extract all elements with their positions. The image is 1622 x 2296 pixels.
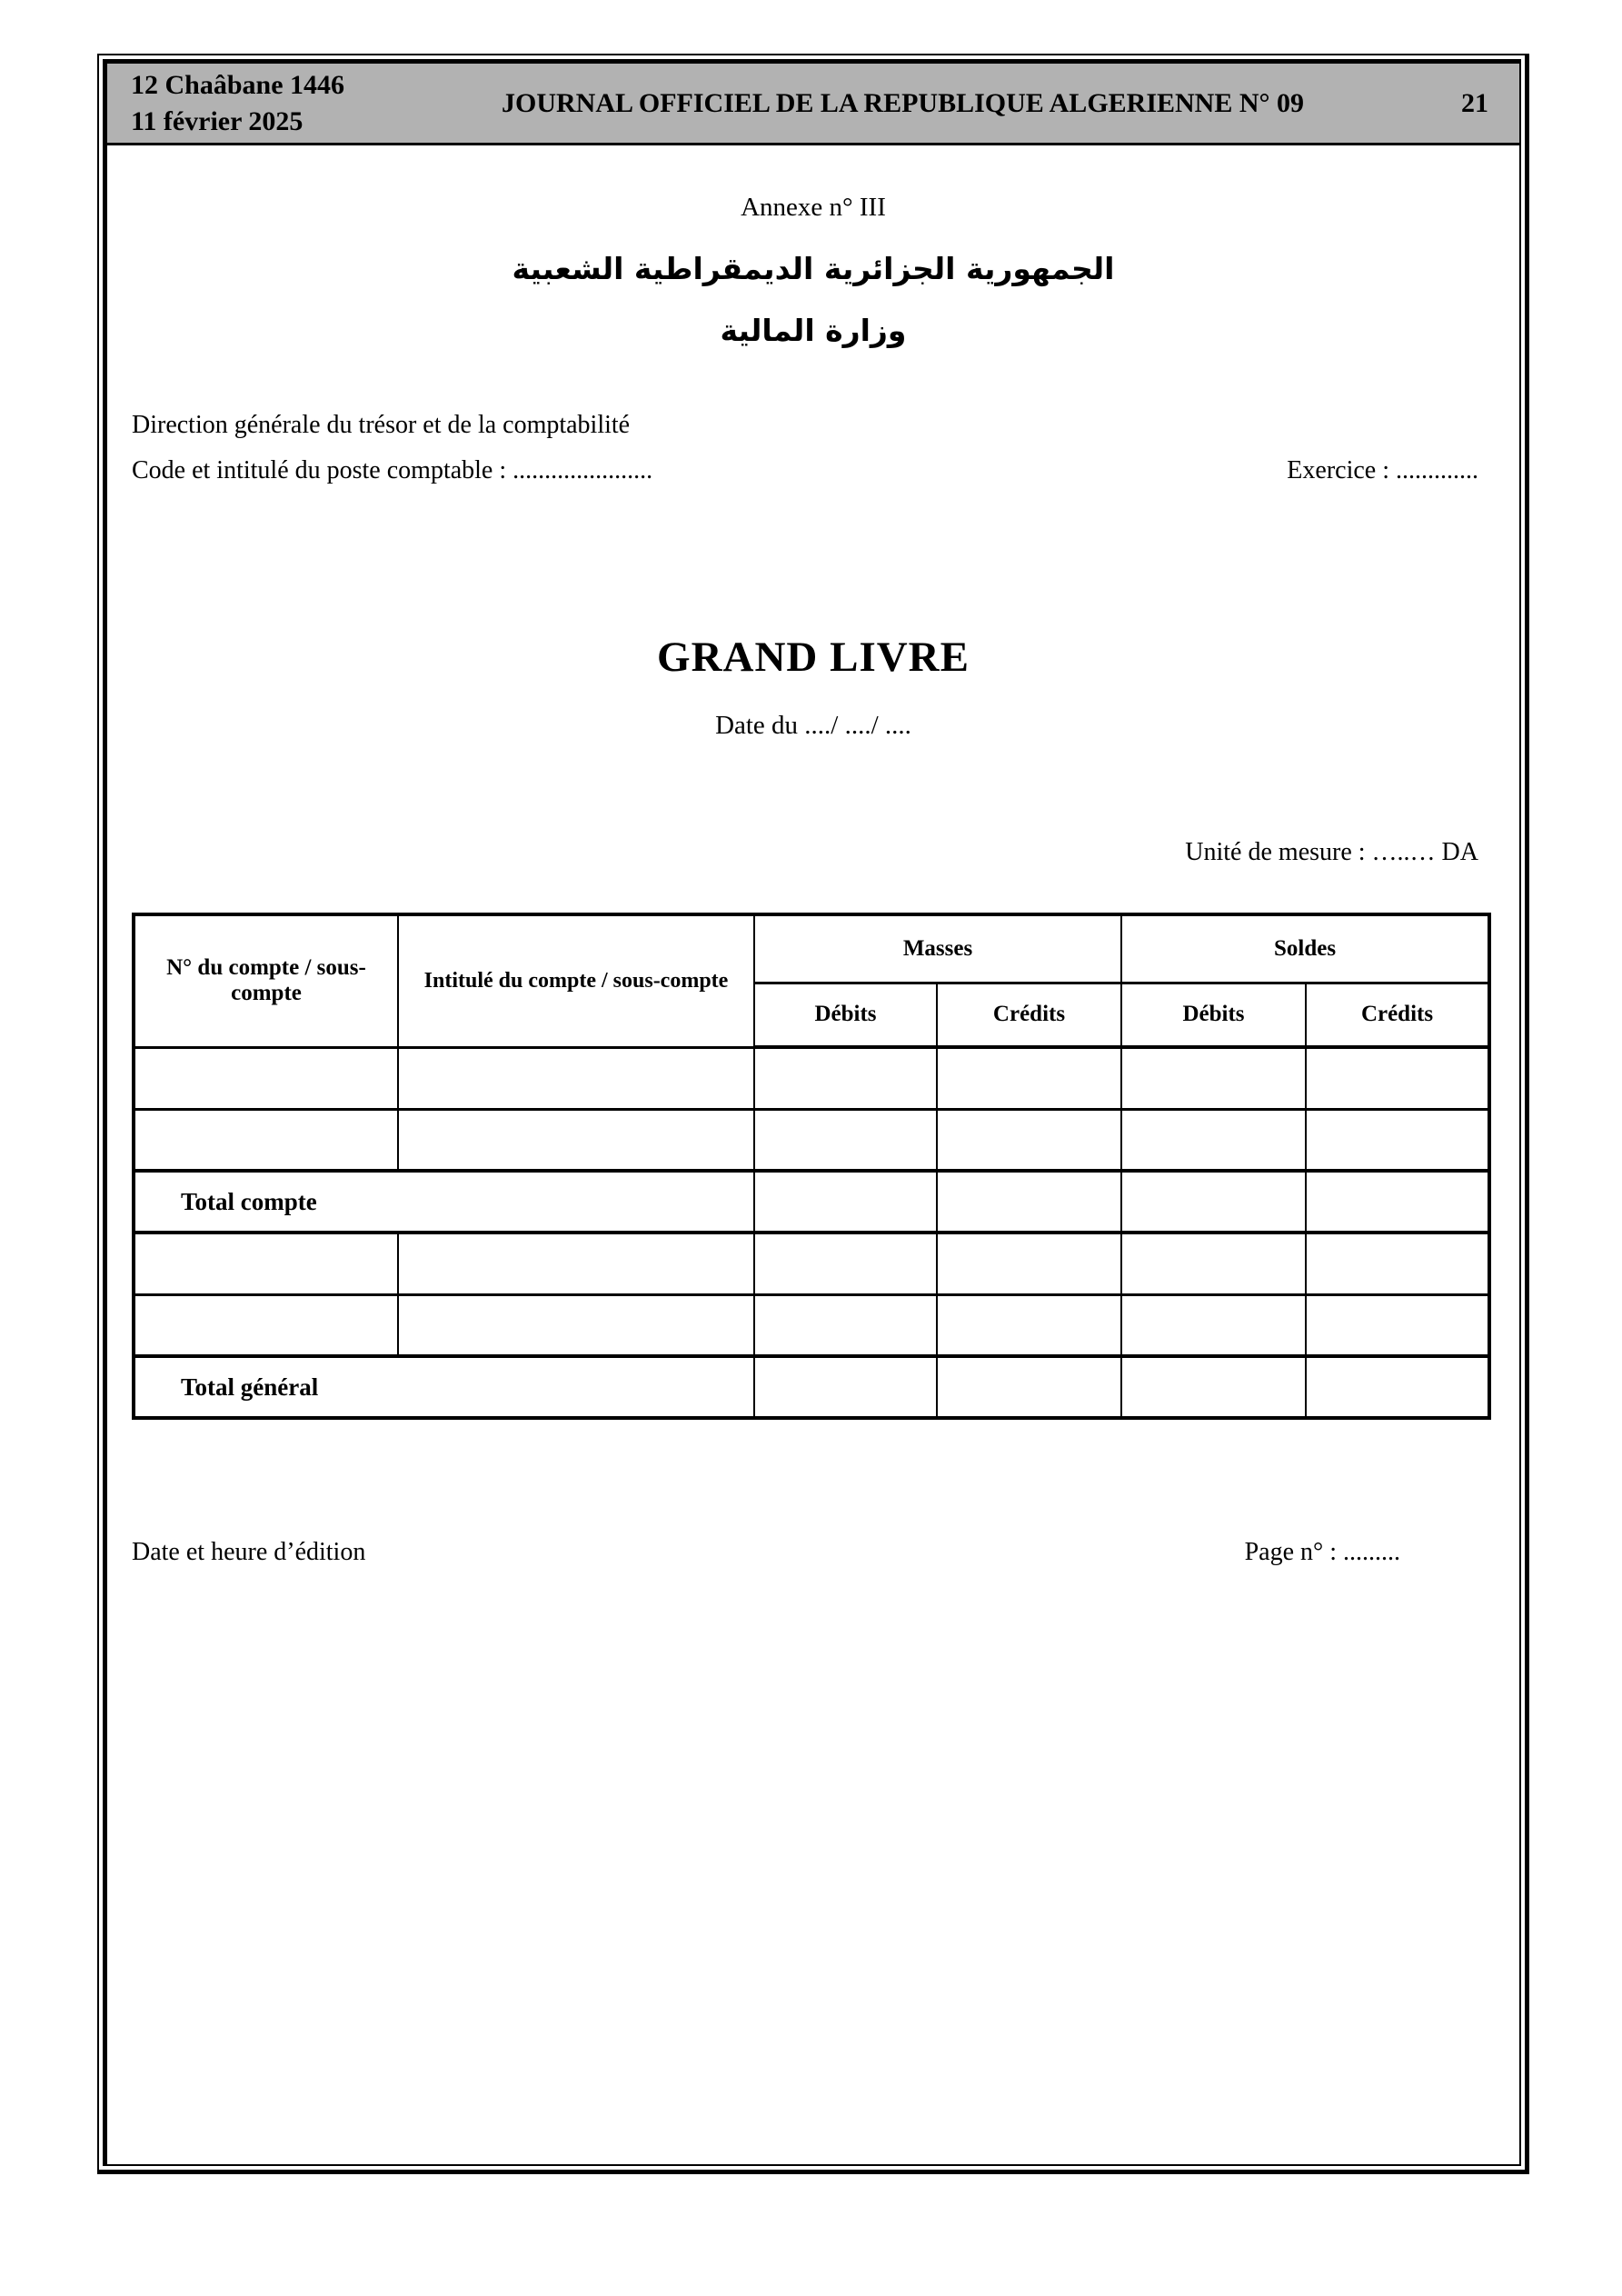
table-row-empty <box>134 1109 1489 1171</box>
annexe-label: Annexe n° III <box>741 193 886 222</box>
empty-cell <box>1306 1109 1489 1171</box>
ministry-name-arabic: وزارة المالية <box>720 313 907 348</box>
empty-cell <box>398 1233 754 1294</box>
col-group-soldes: Soldes <box>1121 914 1489 983</box>
empty-cell <box>398 1047 754 1109</box>
col-header-soldes-credits: Crédits <box>1306 983 1489 1047</box>
grand-livre-table <box>132 913 1491 1420</box>
table-row-total-compte <box>134 1171 1489 1233</box>
masthead-dates <box>107 67 344 139</box>
empty-cell <box>937 1356 1121 1418</box>
empty-cell <box>1121 1233 1306 1294</box>
empty-cell <box>398 1109 754 1171</box>
table-row-total-general <box>134 1356 1489 1418</box>
empty-cell <box>134 1294 398 1356</box>
table-row-empty <box>134 1294 1489 1356</box>
exercice-field: Exercice : ............. <box>1287 456 1478 484</box>
total-general-label: Total général <box>134 1356 754 1418</box>
edition-date-label: Date et heure d’édition <box>132 1538 366 1566</box>
empty-cell <box>754 1294 937 1356</box>
page-content <box>107 145 1519 2164</box>
empty-cell <box>1121 1047 1306 1109</box>
table-row-empty <box>134 1233 1489 1294</box>
date-gregorian: 11 février 2025 <box>131 105 304 136</box>
masthead <box>107 64 1519 145</box>
empty-cell <box>134 1109 398 1171</box>
page-frame-inner <box>103 59 1521 2166</box>
empty-cell <box>937 1047 1121 1109</box>
republic-name-arabic: الجمهورية الجزائرية الديمقراطية الشعبية <box>512 251 1115 286</box>
page-frame <box>97 54 1529 2174</box>
empty-cell <box>754 1109 937 1171</box>
document-title: GRAND LIVRE <box>657 634 970 681</box>
empty-cell <box>134 1233 398 1294</box>
accounting-post-field: Code et intitulé du poste comptable : ...................... <box>132 456 653 484</box>
col-header-soldes-debits: Débits <box>1121 983 1306 1047</box>
date-hijri: 12 Chaâbane 1446 <box>131 69 345 100</box>
empty-cell <box>1121 1294 1306 1356</box>
empty-cell <box>754 1233 937 1294</box>
empty-cell <box>937 1109 1121 1171</box>
masthead-page-number: 21 <box>1461 87 1488 118</box>
journal-title: JOURNAL OFFICIEL DE LA REPUBLIQUE ALGERIENNE N° 09 <box>502 87 1305 118</box>
empty-cell <box>937 1171 1121 1233</box>
empty-cell <box>937 1294 1121 1356</box>
empty-cell <box>1121 1356 1306 1418</box>
col-header-masses-credits: Crédits <box>937 983 1121 1047</box>
empty-cell <box>1306 1171 1489 1233</box>
empty-cell <box>754 1356 937 1418</box>
direction-line: Direction générale du trésor et de la comptabilité <box>132 411 631 439</box>
empty-cell <box>1306 1294 1489 1356</box>
total-compte-label: Total compte <box>134 1171 754 1233</box>
empty-cell <box>754 1171 937 1233</box>
table-row-empty <box>134 1047 1489 1109</box>
empty-cell <box>1121 1171 1306 1233</box>
col-header-account-label: Intitulé du compte / sous-compte <box>398 914 754 1047</box>
empty-cell <box>754 1047 937 1109</box>
col-header-account-number: N° du compte / sous-compte <box>134 914 398 1047</box>
date-field: Date du ..../ ..../ .... <box>715 711 911 740</box>
col-header-masses-debits: Débits <box>754 983 937 1047</box>
empty-cell <box>398 1294 754 1356</box>
empty-cell <box>1306 1047 1489 1109</box>
col-group-masses: Masses <box>754 914 1121 983</box>
unit-of-measure-field: Unité de mesure : …..… DA <box>1185 838 1478 866</box>
empty-cell <box>1306 1233 1489 1294</box>
empty-cell <box>1306 1356 1489 1418</box>
empty-cell <box>134 1047 398 1109</box>
empty-cell <box>1121 1109 1306 1171</box>
page-number-field: Page n° : ......... <box>1244 1538 1400 1566</box>
empty-cell <box>937 1233 1121 1294</box>
